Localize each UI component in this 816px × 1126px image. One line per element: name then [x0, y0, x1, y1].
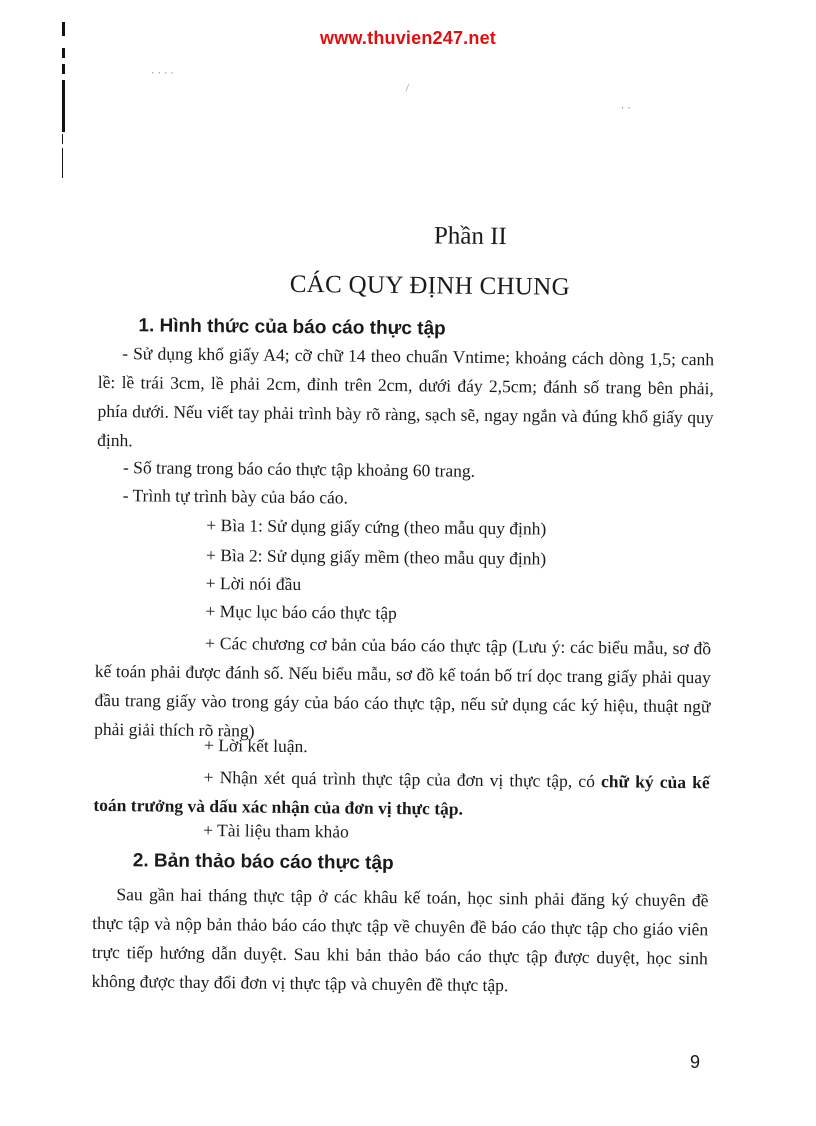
list-item: + Lời nói đầu	[205, 573, 302, 595]
section-2-heading: 2. Bản thảo báo cáo thực tập	[132, 850, 394, 874]
review-item-text: + Nhận xét quá trình thực tập của đơn vị thực tập, có	[203, 766, 602, 792]
scan-speck: /	[405, 82, 410, 95]
chapters-item: + Các chương cơ bản của báo cáo thực tập (Lưu ý: các biểu mẫu, sơ đồ kế toán phải được đánh số. Nếu biểu mẫu, sơ đồ kế toán bố trí dọc trang giấy phải quay đầu trang giấy vào trong gáy của báo cáo thực tập, nếu sử dụng các ký hiệu, thuật ngữ phải giải thích rõ ràng)	[94, 633, 712, 741]
conclusion-item: + Lời kết luận.	[203, 735, 308, 757]
order-line: - Trình tự trình bày của báo cáo.	[122, 485, 349, 508]
section-2-paragraph: Sau gần hai tháng thực tập ở các khâu kế toán, học sinh phải đăng ký chuyên đề thực tập và nộp bản thảo báo cáo thực tập về chuyên đề báo cáo thực tập cho giáo viên trực tiếp hướng dẫn duyệt. Sau khi bản thảo báo cáo thực tập được duyệt, học sinh không được thay đổi đơn vị thực tập và chuyên đề thực tập.	[91, 884, 709, 996]
references-item: + Tài liệu tham khảo	[203, 819, 349, 842]
document-page	[90, 0, 734, 1126]
part-label: Phần II	[433, 222, 507, 251]
scan-speck: · ·	[620, 102, 631, 115]
list-item: + Bìa 1: Sử dụng giấy cứng (theo mẫu quy định)	[206, 515, 547, 539]
page-count-line: - Số trang trong báo cáo thực tập khoảng 60 trang.	[122, 457, 476, 481]
main-title: CÁC QUY ĐỊNH CHUNG	[289, 270, 571, 301]
page-number: 9	[690, 1052, 701, 1072]
list-item: + Mục lục báo cáo thực tập	[205, 601, 397, 624]
watermark-url: www.thuvien247.net	[320, 28, 496, 48]
list-item: + Bìa 2: Sử dụng giấy mềm (theo mẫu quy định)	[205, 545, 547, 569]
review-item-bold: chữ ký của	[600, 771, 687, 793]
review-item-bold: kế toán trưởng và dấu xác nhận của đơn vị thực tập.	[93, 772, 710, 819]
section-1-paragraph: - Sử dụng khổ giấy A4; cỡ chữ 14 theo chuẩn Vntime; khoảng cách dòng 1,5; canh lề: lề trái 3cm, lề phải 2cm, đỉnh trên 2cm, dưới đáy 2,5cm; đánh số trang bên phải, phía dưới. Nếu viết tay phải trình bày rõ ràng, sạch sẽ, ngay ngắn và đúng khổ giấy quy định.	[97, 343, 715, 451]
section-1-heading: 1. Hình thức của báo cáo thực tập	[138, 315, 446, 340]
scan-speck: · · · ·	[151, 67, 175, 80]
review-item	[93, 762, 710, 826]
